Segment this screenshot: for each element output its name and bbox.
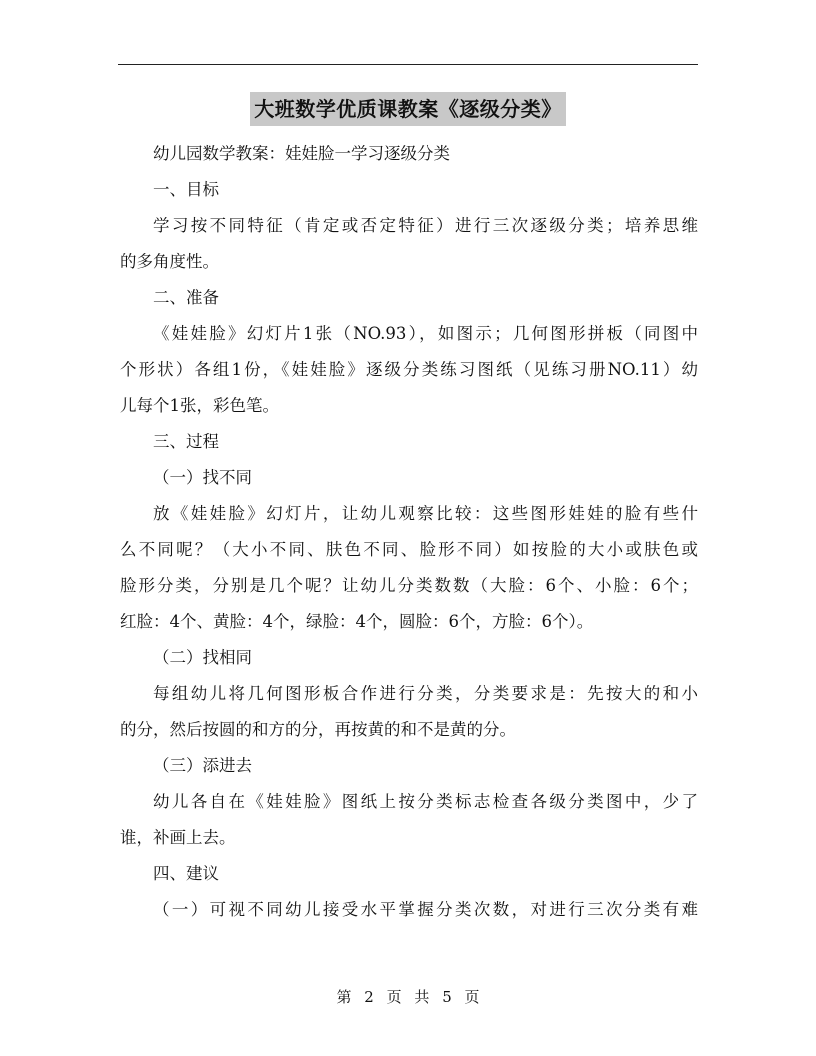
footer-ye: 页	[386, 988, 402, 1006]
page-footer	[0, 982, 816, 1012]
paragraph-line: 学习按不同特征（肯定或否定特征）进行三次逐级分类；培养思维	[153, 216, 698, 235]
paragraph-line: 《娃娃脸》幻灯片1张（NO.93），如图示；几何图形拼板（同图中	[153, 324, 698, 343]
section-heading-process: 三、过程	[153, 432, 219, 451]
paragraph-line: 么不同呢？（大小不同、肤色不同、脸形不同）如按脸的大小或肤色或	[120, 540, 698, 559]
paragraph-line: 谁，补画上去。	[120, 828, 236, 847]
section-heading-goals: 一、目标	[153, 180, 219, 199]
subsection-heading: （二）找相同	[153, 648, 252, 667]
subsection-heading: （一）找不同	[153, 468, 252, 487]
paragraph-line: 脸形分类，分别是几个呢？让幼儿分类数数（大脸：6个、小脸：6个；	[120, 576, 698, 595]
footer-ye: 页	[464, 988, 480, 1006]
title-container	[0, 92, 816, 126]
footer-di: 第	[336, 988, 352, 1006]
section-heading-suggestions: 四、建议	[153, 864, 219, 883]
footer-total-pages: 5	[442, 988, 452, 1006]
header-rule	[118, 64, 698, 65]
paragraph-line: 的多角度性。	[120, 252, 219, 271]
footer-gong: 共	[414, 988, 430, 1006]
paragraph-line: 红脸：4个、黄脸：4个，绿脸：4个，圆脸：6个，方脸：6个）。	[120, 612, 594, 631]
intro-line: 幼儿园数学教案：娃娃脸一学习逐级分类	[153, 144, 450, 163]
paragraph-line: 的分，然后按圆的和方的分，再按黄的和不是黄的分。	[120, 720, 516, 739]
paragraph-line: 放《娃娃脸》幻灯片，让幼儿观察比较：这些图形娃娃的脸有些什	[153, 504, 698, 523]
paragraph-line: 儿每个1张，彩色笔。	[120, 396, 279, 415]
paragraph-line: 幼儿各自在《娃娃脸》图纸上按分类标志检查各级分类图中，少了	[153, 792, 698, 811]
paragraph-line: 每组幼儿将几何图形板合作进行分类，分类要求是：先按大的和小	[153, 684, 698, 703]
section-heading-preparation: 二、准备	[153, 288, 219, 307]
footer-page-number: 2	[364, 988, 374, 1006]
document-title: 大班数学优质课教案《逐级分类》	[250, 92, 566, 126]
paragraph-line: （一）可视不同幼儿接受水平掌握分类次数，对进行三次分类有难	[153, 900, 698, 919]
paragraph-line: 个形状）各组1份，《娃娃脸》逐级分类练习图纸（见练习册NO.11）幼	[120, 360, 698, 379]
document-body	[120, 136, 698, 928]
subsection-heading: （三）添进去	[153, 756, 252, 775]
